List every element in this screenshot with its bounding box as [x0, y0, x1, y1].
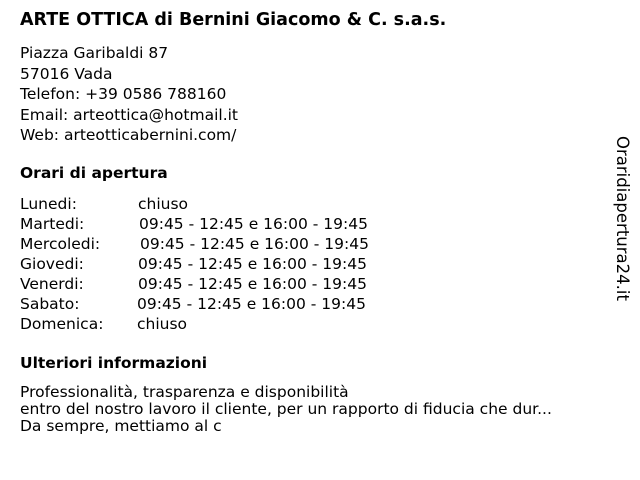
additional-info-heading: Ulteriori informazioni	[20, 354, 208, 372]
address-city: 57016 Vada	[20, 64, 113, 83]
business-name: ARTE OTTICA di Bernini Giacomo & C. s.a.s.	[20, 10, 447, 30]
website-address: Web: arteotticabernini.com/	[20, 126, 237, 144]
opening-hours-heading: Orari di apertura	[20, 164, 168, 182]
day-label: Martedi:	[20, 215, 85, 233]
day-hours: chiuso	[137, 315, 188, 333]
watermark-text: Oraridiapertura24.it	[613, 136, 632, 301]
day-label: Sabato:	[20, 295, 80, 313]
info-line: Da sempre, mettiamo al c	[20, 417, 222, 435]
business-contact-block	[20, 43, 238, 146]
day-label: Mercoledi:	[20, 235, 101, 253]
address-street: Piazza Garibaldi 87	[20, 44, 169, 62]
day-hours: 09:45 - 12:45 e 16:00 - 19:45	[138, 275, 367, 293]
additional-info-text	[20, 384, 552, 435]
day-label: Lunedi:	[20, 195, 77, 213]
info-line: entro del nostro lavoro il cliente, per un rapporto di fiducia che dur...	[20, 400, 552, 418]
info-line: Professionalità, trasparenza e disponibilità	[20, 383, 349, 401]
day-label: Venerdi:	[20, 275, 84, 293]
email-address: Email: arteottica@hotmail.it	[20, 105, 239, 124]
day-hours: chiuso	[138, 195, 189, 213]
day-label: Domenica:	[20, 315, 104, 333]
day-hours: 09:45 - 12:45 e 16:00 - 19:45	[140, 235, 369, 253]
phone-number: Telefon: +39 0586 788160	[20, 85, 227, 103]
day-hours: 09:45 - 12:45 e 16:00 - 19:45	[138, 255, 367, 273]
day-hours: 09:45 - 12:45 e 16:00 - 19:45	[139, 215, 368, 233]
day-hours: 09:45 - 12:45 e 16:00 - 19:45	[137, 295, 366, 313]
day-label: Giovedi:	[20, 255, 84, 273]
